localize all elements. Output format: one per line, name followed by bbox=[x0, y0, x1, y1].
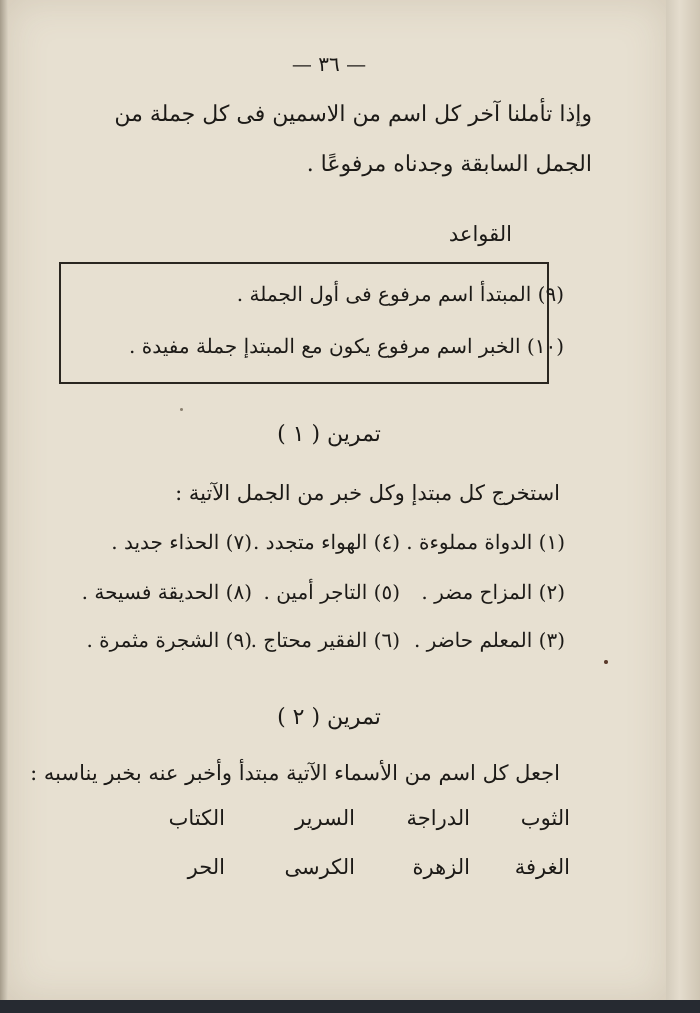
page-number: — ٣٦ — bbox=[291, 52, 367, 76]
rules-heading: القواعد bbox=[448, 222, 512, 246]
exercise-2-word: الزهرة bbox=[412, 855, 470, 879]
exercise-1-item: (٦) الفقير محتاج . bbox=[250, 628, 400, 652]
rules-box bbox=[59, 262, 549, 384]
exercise-2-instruction: اجعل كل اسم من الأسماء الآتية مبتدأ وأخبر عنه بخبر يناسبه : bbox=[30, 761, 560, 785]
paper-speck bbox=[604, 660, 608, 664]
exercise-2-word: الغرفة bbox=[514, 855, 570, 879]
paper-speck bbox=[180, 408, 183, 411]
exercise-1-item: (٢) المزاح مضر . bbox=[421, 580, 565, 604]
rule-10: (١٠) الخبر اسم مرفوع يكون مع المبتدإ جملة مفيدة . bbox=[129, 334, 564, 358]
paragraph-line-1: وإذا تأملنا آخر كل اسم من الاسمين فى كل جملة من bbox=[114, 102, 592, 127]
rule-9: (٩) المبتدأ اسم مرفوع فى أول الجملة . bbox=[236, 282, 564, 306]
exercise-2-word: الثوب bbox=[520, 806, 570, 830]
book-spine-shadow bbox=[0, 0, 8, 1000]
exercise-2-word: السرير bbox=[295, 806, 355, 830]
exercise-1-item: (٧) الحذاء جديد . bbox=[111, 530, 252, 554]
exercise-1-item: (٩) الشجرة مثمرة . bbox=[86, 628, 252, 652]
exercise-2-word: الحر bbox=[187, 855, 225, 879]
exercise-1-item: (٨) الحديقة فسيحة . bbox=[81, 580, 252, 604]
exercise-1-instruction: استخرج كل مبتدإ وكل خبر من الجمل الآتية : bbox=[175, 481, 560, 505]
background-strip bbox=[0, 1000, 700, 1013]
exercise-1-title: تمرين ( ١ ) bbox=[277, 422, 381, 447]
exercise-1-item: (٤) الهواء متجدد . bbox=[252, 530, 400, 554]
exercise-1-item: (١) الدواة مملوءة . bbox=[406, 530, 565, 554]
exercise-1-item: (٣) المعلم حاضر . bbox=[413, 628, 565, 652]
exercise-2-word: الكتاب bbox=[168, 806, 225, 830]
exercise-2-title: تمرين ( ٢ ) bbox=[277, 705, 381, 730]
exercise-1-item: (٥) التاجر أمين . bbox=[263, 580, 400, 604]
page-edge bbox=[666, 0, 700, 1000]
exercise-2-word: الكرسى bbox=[284, 855, 355, 879]
paragraph-line-2: الجمل السابقة وجدناه مرفوعًا . bbox=[306, 152, 592, 177]
exercise-2-word: الدراجة bbox=[406, 806, 470, 830]
